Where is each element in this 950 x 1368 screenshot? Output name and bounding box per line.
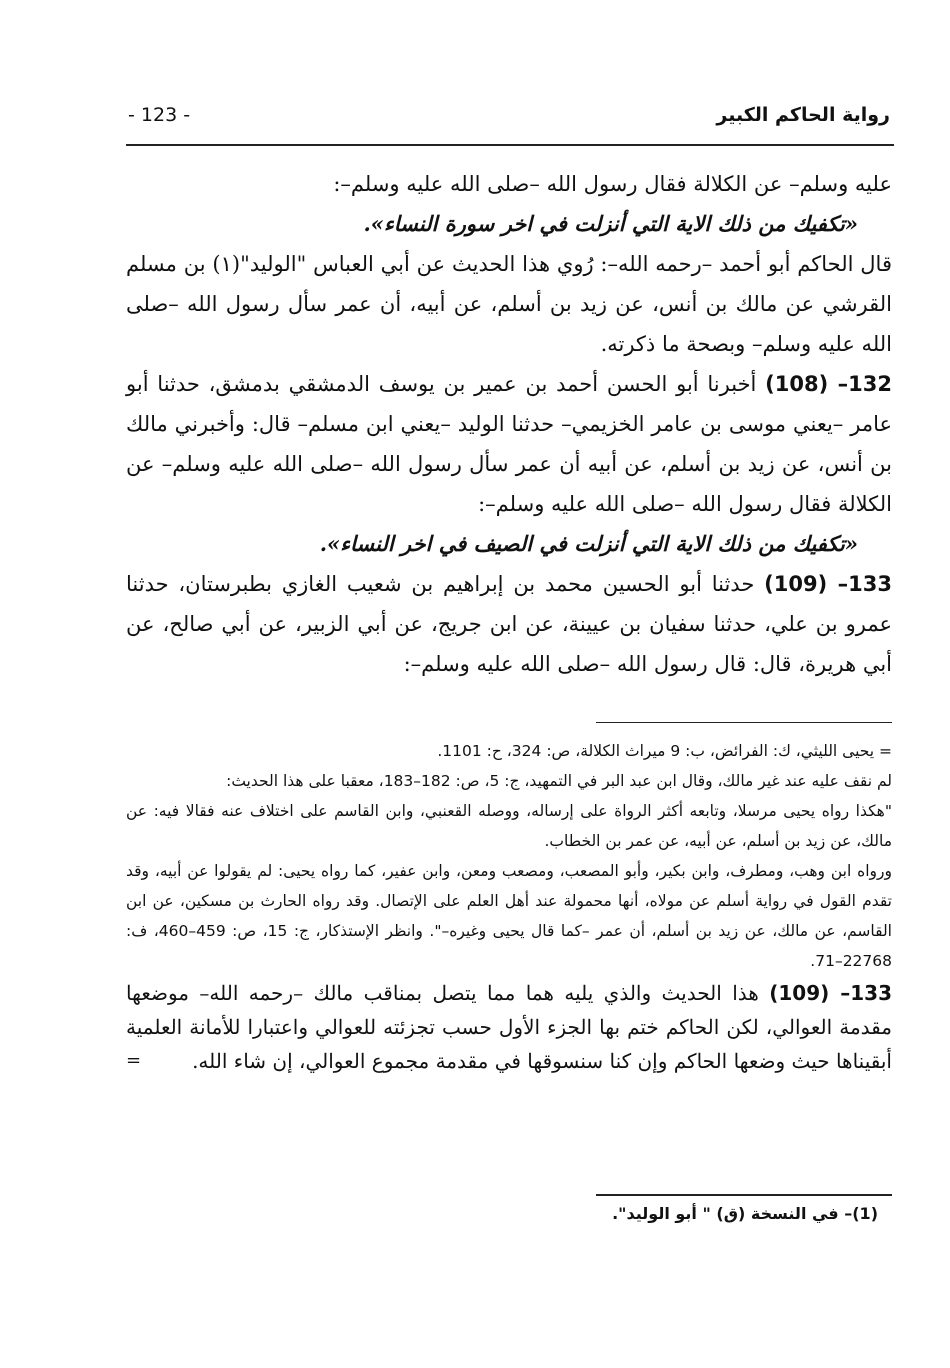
footnote: (1)– في النسخة (ق) " أبو الوليد". xyxy=(612,1204,878,1223)
note-number: 133– (109) xyxy=(769,981,893,1005)
hadith-number: 132– (108) xyxy=(765,372,892,396)
footnote-separator xyxy=(596,1194,892,1196)
main-text xyxy=(126,164,892,684)
note-133 xyxy=(126,976,892,1078)
hadith-133 xyxy=(126,564,892,684)
notes-separator xyxy=(596,722,892,723)
hadith-132 xyxy=(126,364,892,524)
note: لم نقف عليه عند غير مالك، وقال ابن عبد البر في التمهيد، ج: 5، ص: 182–183، معقبا على هذا الحديث: xyxy=(226,772,892,790)
quoted-hadith: «تكفيك من ذلك الاية التي أنزلت في الصيف في اخر النساء». xyxy=(319,531,858,556)
running-title: رواية الحاكم الكبير xyxy=(716,104,890,126)
notes-section xyxy=(126,736,892,1078)
continuation-mark: = xyxy=(126,1050,142,1071)
header-rule xyxy=(126,144,894,146)
note: ورواه ابن وهب، ومطرف، وابن بكير، وأبو المصعب، ومصعب ومعن، وابن عفير، كما رواه يحيى: لم يقولوا عن أبيه، وقد تقدم القول في رواية أسلم عن مولاه، أنها محمولة عند أهل العلم على الإتصال. وقد رواه الحارث بن مسكين، عن ابن القاسم، عن مالك، عن زيد بن أسلم، أن عمر –كما قال يحيى وغيره–". وانظر الإستذكار، ج: 15، ص: 459–460، ف: 22768–71. xyxy=(126,862,892,970)
hadith-text: حدثنا أبو الحسين محمد بن إبراهيم بن شعيب الغازي بطبرستان، حدثنا عمرو بن علي، حدثنا سفيان بن عيينة، عن ابن جريج، عن أبي الزبير، عن أبي صالح، عن أبي هريرة، قال: قال رسول الله –صلى الله عليه وسلم–: xyxy=(126,572,892,676)
hadith-number: 133– (109) xyxy=(764,572,892,596)
page-header xyxy=(128,104,890,134)
note: = يحيى الليثي، ك: الفرائض، ب: 9 ميراث الكلالة، ص: 324، ح: 1101. xyxy=(437,742,892,760)
paragraph: عليه وسلم– عن الكلالة فقال رسول الله –صلى الله عليه وسلم–: xyxy=(333,172,892,196)
quoted-hadith: «تكفيك من ذلك الاية التي أنزلت في اخر سورة النساء». xyxy=(363,211,858,236)
page-number: - 123 - xyxy=(128,104,191,126)
note-text: هذا الحديث والذي يليه هما مما يتصل بمناقب مالك –رحمه الله– موضعها مقدمة العوالي، لكن الحاكم ختم بها الجزء الأول حسب تجزئته للعوالي واعتبارا للأمانة العلمية أبقيناها حيث وضعها الحاكم وإن كنا سنسوقها في مقدمة مجموع العوالي، إن شاء الله. xyxy=(126,981,892,1073)
paragraph: قال الحاكم أبو أحمد –رحمه الله–: رُوي هذا الحديث عن أبي العباس "الوليد"(١) بن مسلم القرشي عن مالك بن أنس، عن زيد بن أسلم، عن أبيه، أن عمر سأل رسول الله –صلى الله عليه وسلم– وبصحة ما ذكرته. xyxy=(126,252,892,356)
hadith-text: أخبرنا أبو الحسن أحمد بن عمير بن يوسف الدمشقي بدمشق، حدثنا أبو عامر –يعني موسى بن عامر الخزيمي– حدثنا الوليد –يعني ابن مسلم– قال: وأخبرني مالك بن أنس، عن زيد بن أسلم، عن أبيه أن عمر سأل رسول الله –صلى الله عليه وسلم– عن الكلالة فقال رسول الله –صلى الله عليه وسلم–: xyxy=(126,372,892,516)
note: "هكذا رواه يحيى مرسلا، وتابعه أكثر الرواة على إرساله، ووصله القعنبي، وابن القاسم على اختلاف عنه فقالا فيه: عن مالك، عن زيد بن أسلم، عن أبيه، عن عمر بن الخطاب. xyxy=(126,802,892,850)
